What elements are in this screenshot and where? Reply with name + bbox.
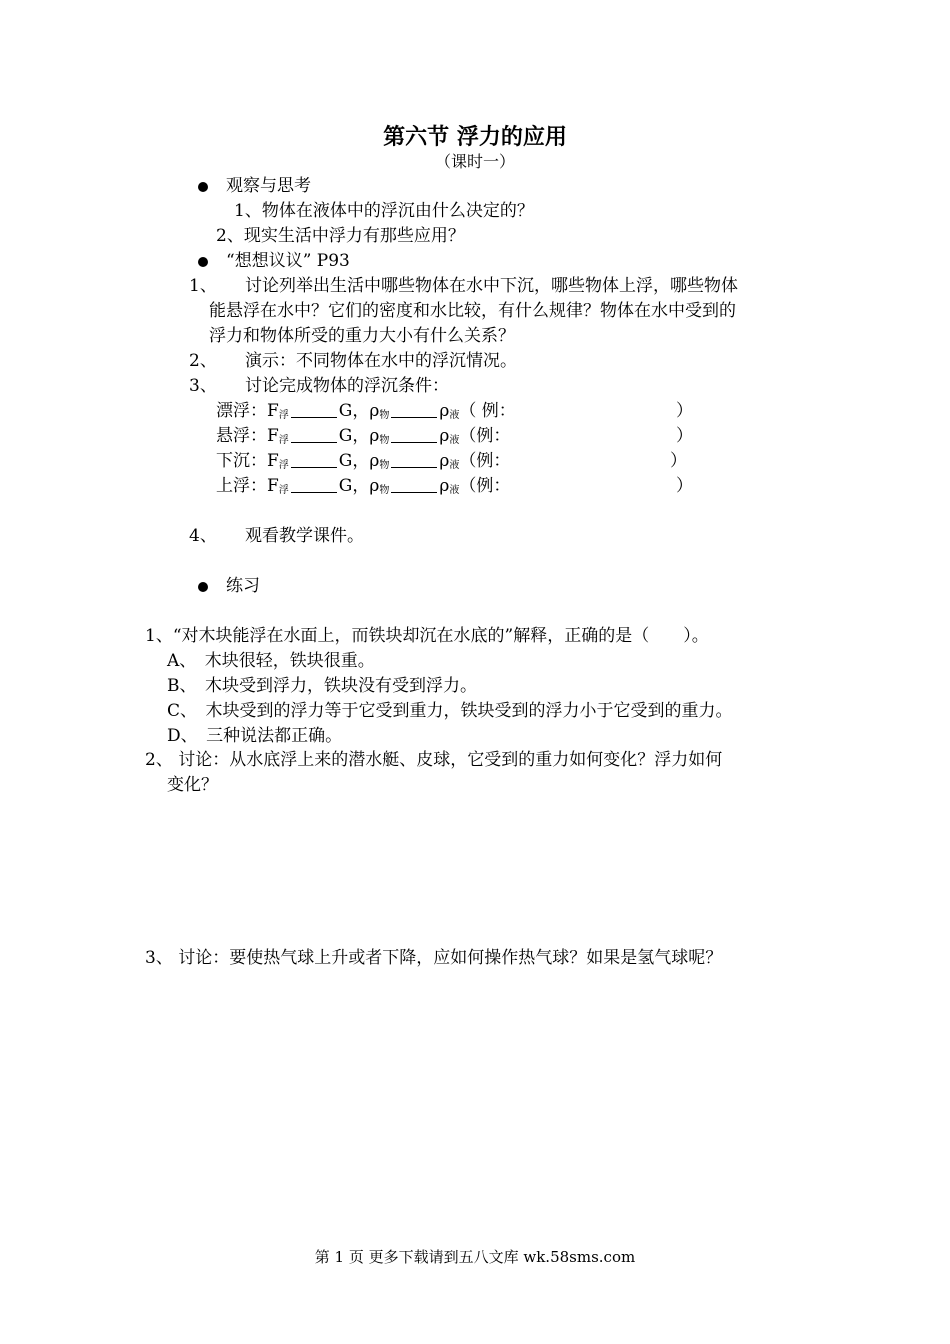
fill-blank[interactable] — [291, 453, 337, 468]
bullet-icon — [198, 182, 208, 192]
discuss-item-2-text: 演示：不同物体在水中的浮沉情况。 — [245, 351, 517, 371]
condition-row: 悬浮：$F_浮$ G，$\rho_物$ $\rho_液$（例： ） — [216, 426, 693, 446]
condition-row: 下沉：$F_浮$ G，$\rho_物$ $\rho_液$（例： ） — [216, 451, 687, 471]
exercise-1-option: D、 三种说法都正确。 — [167, 726, 343, 746]
fill-blank[interactable] — [291, 428, 337, 443]
discuss-item-1-line: 能悬浮在水中？它们的密度和水比较，有什么规律？物体在水中受到的 — [209, 301, 736, 321]
fill-blank[interactable] — [391, 428, 437, 443]
section-discuss-heading: “想想议议” P93 — [198, 249, 350, 273]
bullet-icon — [198, 257, 208, 267]
discuss-item-1-number: 1、 — [189, 276, 217, 296]
page-title: 第六节 浮力的应用 — [383, 124, 567, 150]
exercise-1-option: A、 木块很轻，铁块很重。 — [167, 651, 375, 671]
exercise-1-option: C、 木块受到的浮力等于它受到重力，铁块受到的浮力小于它受到的重力。 — [167, 701, 733, 721]
page-footer: 第 1 页 更多下载请到五八文库 wk.58sms.com — [314, 1248, 636, 1266]
exercise-2-line: 2、 讨论：从水底浮上来的潜水艇、皮球，它受到的重力如何变化？浮力如何 — [145, 750, 723, 770]
fill-blank[interactable] — [291, 478, 337, 493]
bullet-icon — [198, 582, 208, 592]
condition-row: 上浮：$F_浮$ G，$\rho_物$ $\rho_液$（例： ） — [216, 476, 693, 496]
condition-row: 漂浮：$F_浮$ G，$\rho_物$ $\rho_液$（ 例： ） — [216, 401, 693, 421]
discuss-item-2-number: 2、 — [189, 351, 217, 371]
exercise-3-question: 3、 讨论：要使热气球上升或者下降，应如何操作热气球？如果是氢气球呢？ — [145, 948, 723, 968]
discuss-item-3-text: 讨论完成物体的浮沉条件： — [245, 376, 449, 396]
observe-question-2: 2、现实生活中浮力有那些应用？ — [216, 226, 465, 246]
exercise-2-line: 变化？ — [167, 775, 218, 795]
page-subtitle: （课时一） — [434, 152, 515, 171]
exercise-1-question: 1、“对木块能浮在水面上，而铁块却沉在水底的”解释，正确的是（ ）。 — [145, 626, 709, 646]
discuss-item-1-line: 浮力和物体所受的重力大小有什么关系？ — [209, 326, 515, 346]
discuss-item-4-text: 观看教学课件。 — [245, 526, 364, 546]
observe-question-1: 1、物体在液体中的浮沉由什么决定的？ — [234, 201, 534, 221]
discuss-item-1-line: 讨论列举出生活中哪些物体在水中下沉，哪些物体上浮，哪些物体 — [245, 276, 738, 296]
section-observe-heading: 观察与思考 — [198, 174, 311, 198]
exercise-1-option: B、 木块受到浮力，铁块没有受到浮力。 — [167, 676, 477, 696]
discuss-item-3-number: 3、 — [189, 376, 217, 396]
section-practice-heading: 练习 — [198, 574, 260, 598]
fill-blank[interactable] — [391, 478, 437, 493]
discuss-item-4-number: 4、 — [189, 526, 217, 546]
fill-blank[interactable] — [391, 403, 437, 418]
fill-blank[interactable] — [291, 403, 337, 418]
fill-blank[interactable] — [391, 453, 437, 468]
